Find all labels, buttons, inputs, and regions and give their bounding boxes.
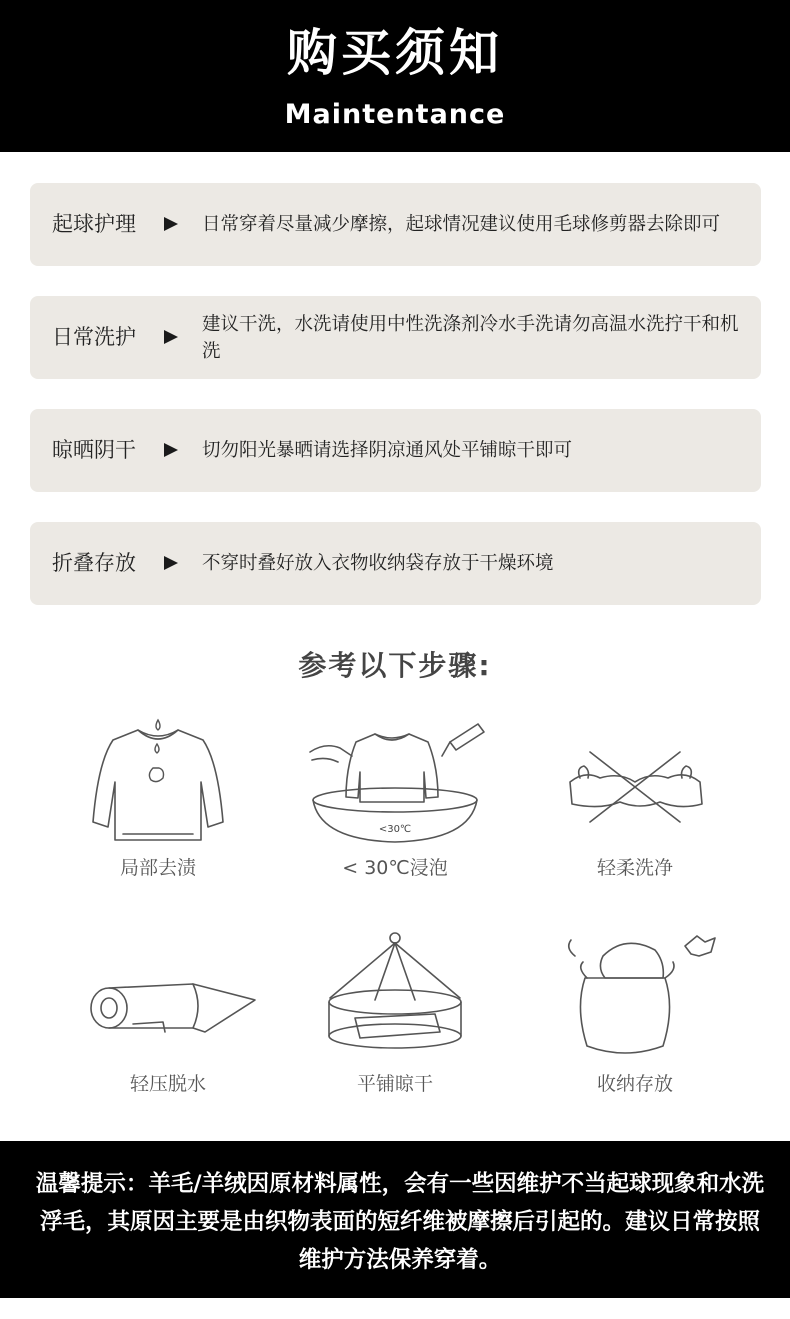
care-card-label: 晾晒阴干 bbox=[52, 438, 136, 462]
step-caption: 平铺晾干 bbox=[356, 1073, 433, 1095]
sweater-stain-icon bbox=[83, 712, 233, 847]
care-card-label: 折叠存放 bbox=[52, 551, 136, 575]
care-card-storage bbox=[30, 522, 761, 605]
page-title: 购买须知 bbox=[287, 24, 503, 82]
care-card-description: 不穿时叠好放入衣物收纳袋存放于干燥环境 bbox=[202, 553, 554, 574]
header-banner bbox=[0, 0, 790, 152]
step-gentle-wash bbox=[535, 712, 735, 880]
arrow-right-icon bbox=[164, 443, 178, 457]
roll-press-icon bbox=[73, 928, 263, 1063]
care-card-label: 日常洗护 bbox=[52, 325, 136, 349]
page-subtitle: Maintentance bbox=[284, 99, 506, 130]
step-stain-removal bbox=[58, 712, 258, 880]
steps-heading: 参考以下步骤: bbox=[298, 649, 492, 682]
step-press-dry bbox=[68, 928, 268, 1096]
care-card-drying bbox=[30, 409, 761, 492]
arrow-right-icon bbox=[164, 330, 178, 344]
step-soak bbox=[295, 712, 495, 880]
care-card-label: 起球护理 bbox=[52, 212, 136, 236]
care-card-description: 切勿阳光暴晒请选择阴凉通风处平铺晾干即可 bbox=[202, 440, 573, 461]
storage-bag-icon bbox=[545, 928, 725, 1063]
step-caption: < 30℃浸泡 bbox=[342, 857, 448, 879]
step-caption: 收纳存放 bbox=[596, 1073, 673, 1095]
warm-tip: 温馨提示：羊毛/羊绒因原材料属性，会有一些因维护不当起球现象和水洗浮毛，其原因主要是由织物表面的短纤维被摩擦后引起的。建议日常按照维护方法保养穿着。 bbox=[35, 1171, 765, 1273]
care-card-washing bbox=[30, 296, 761, 379]
care-card-description: 建议干洗，水洗请使用中性洗涤剂冷水手洗请勿高温水洗拧干和机洗 bbox=[202, 313, 739, 362]
footer-banner bbox=[0, 1141, 790, 1298]
basin-soak-icon bbox=[300, 712, 490, 847]
gentle-wash-icon bbox=[550, 712, 720, 847]
svg-text:<30℃: <30℃ bbox=[378, 824, 412, 835]
step-flat-dry bbox=[295, 928, 495, 1096]
step-caption: 局部去渍 bbox=[119, 857, 196, 879]
arrow-right-icon bbox=[164, 556, 178, 570]
care-card-pilling bbox=[30, 183, 761, 266]
flat-dry-rack-icon bbox=[300, 928, 490, 1063]
care-card-description: 日常穿着尽量减少摩擦，起球情况建议使用毛球修剪器去除即可 bbox=[202, 214, 721, 235]
step-caption: 轻压脱水 bbox=[129, 1073, 206, 1095]
arrow-right-icon bbox=[164, 217, 178, 231]
step-storage bbox=[535, 928, 735, 1096]
step-caption: 轻柔洗净 bbox=[596, 857, 673, 879]
